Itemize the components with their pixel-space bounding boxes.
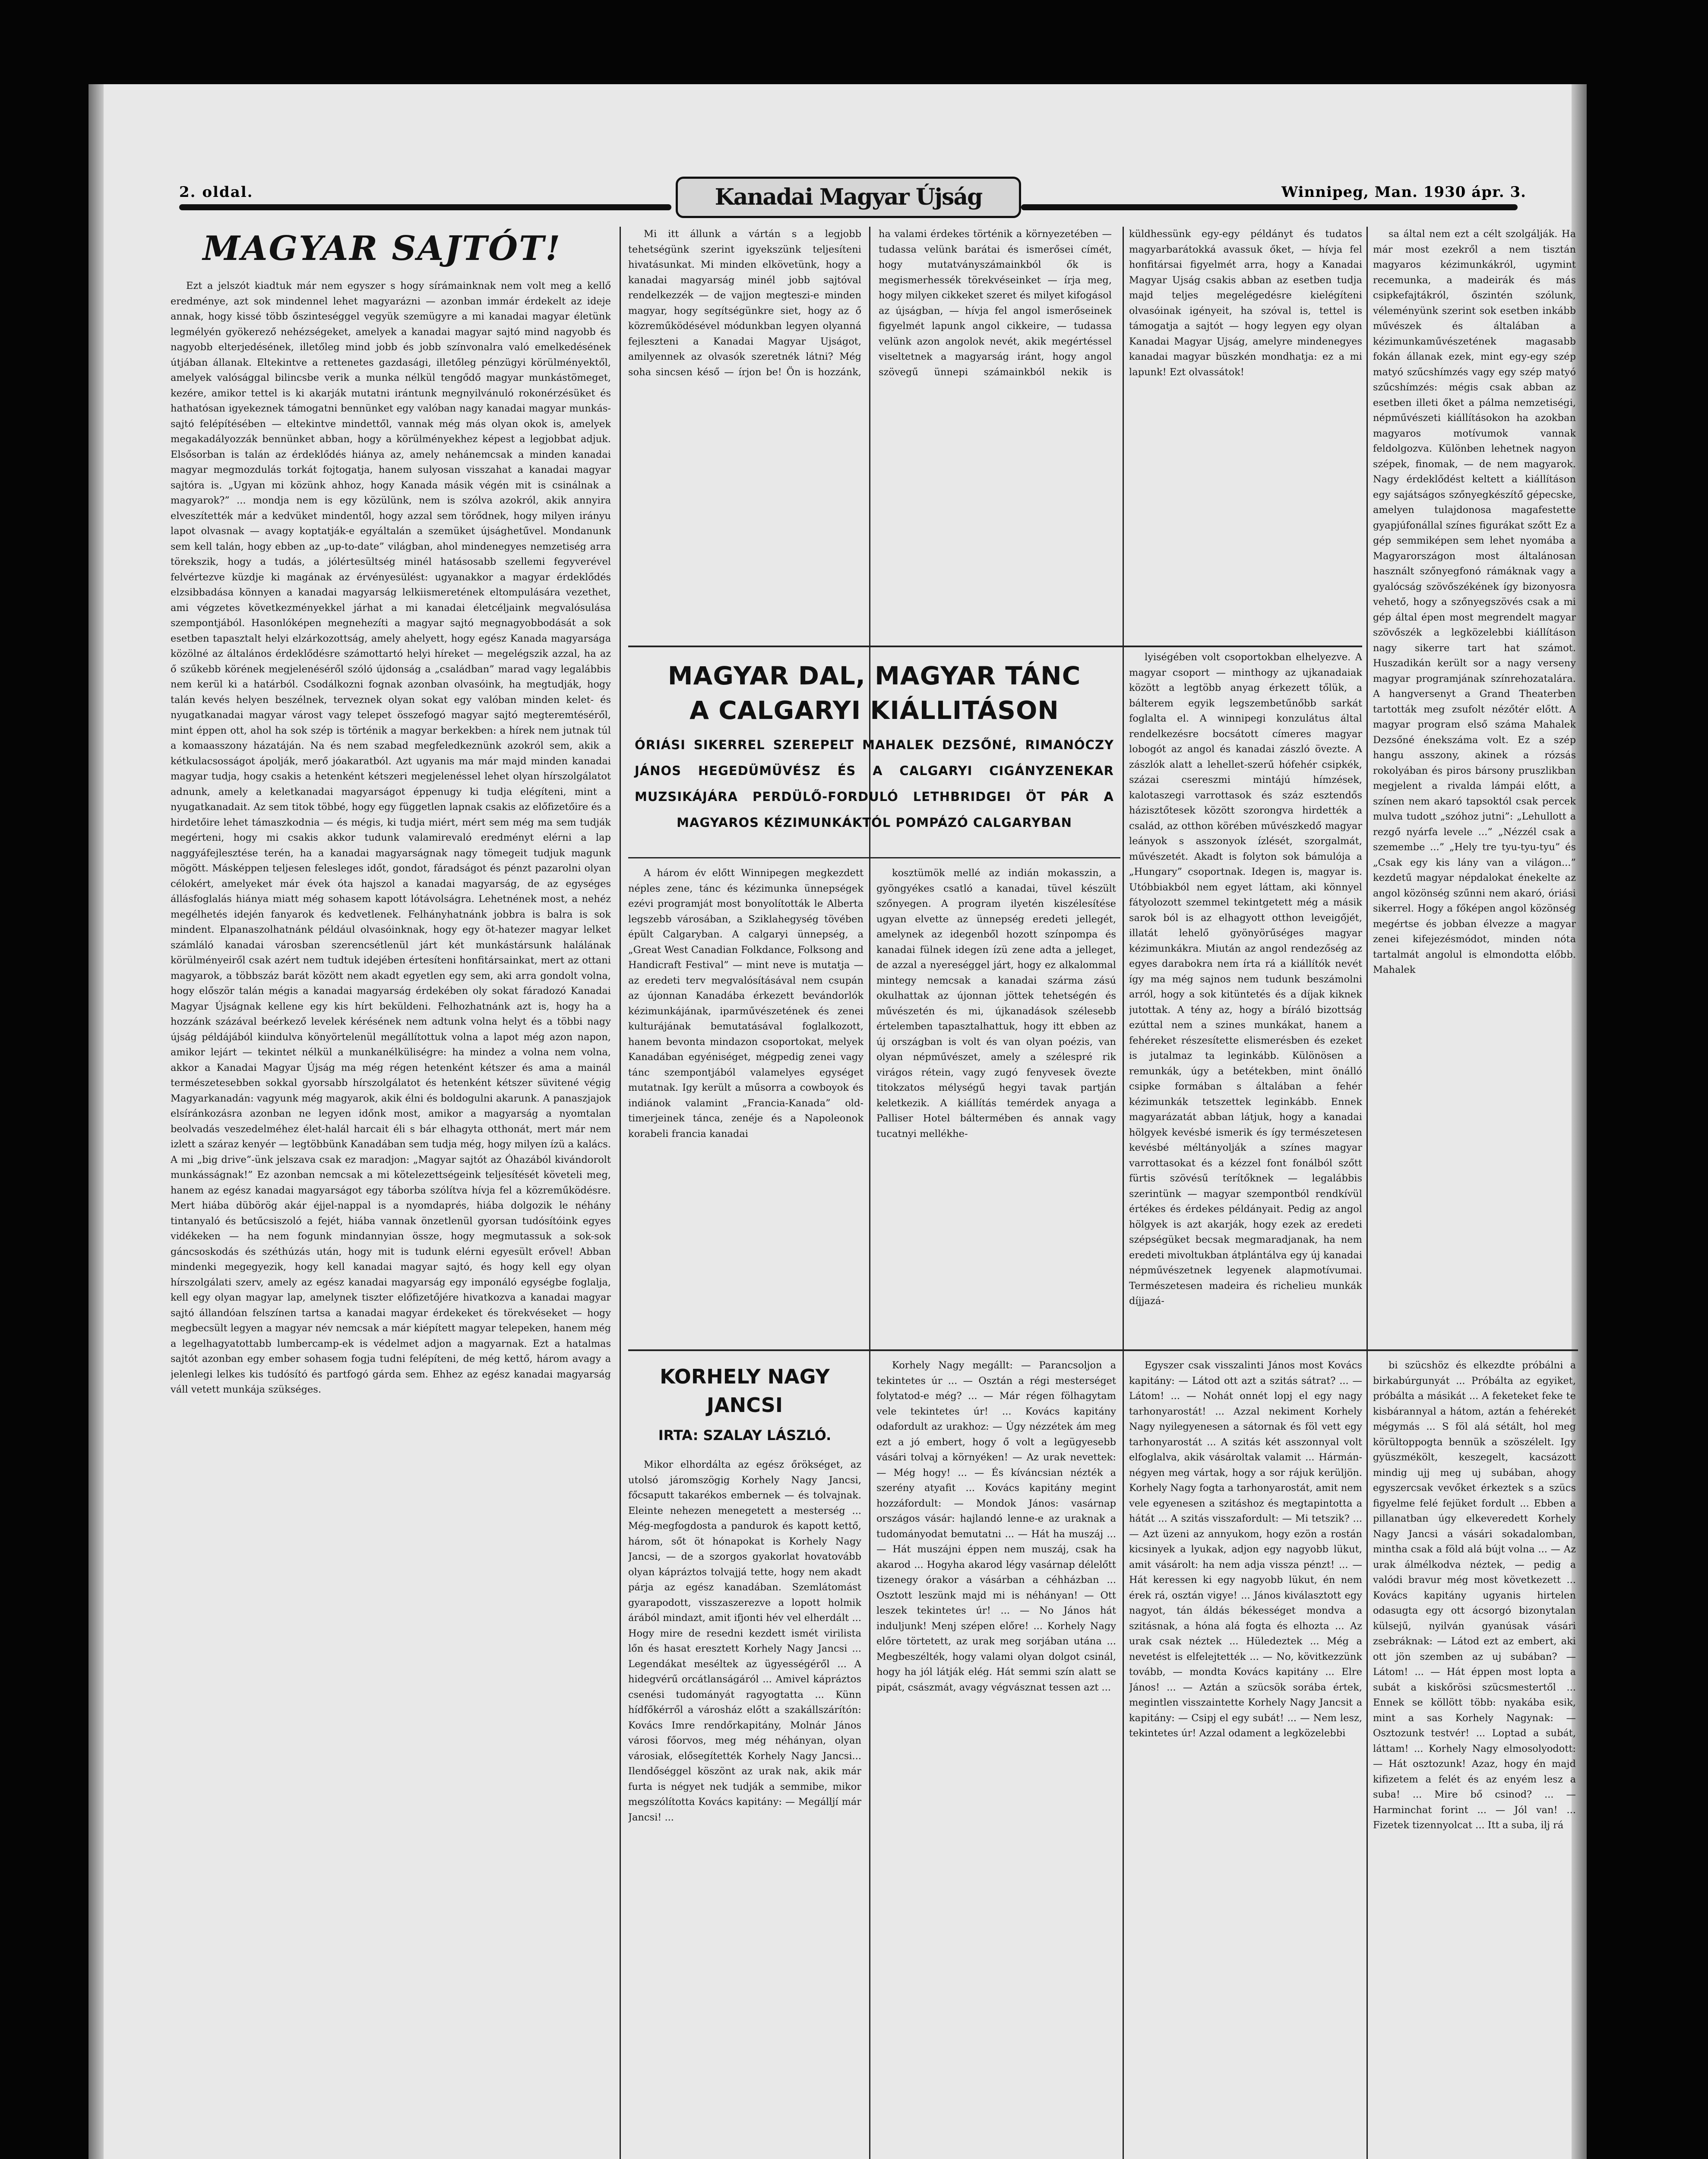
- story-body: [876, 1358, 1116, 2159]
- header-rule-right: [1021, 204, 1518, 210]
- column-rule: [620, 227, 621, 2159]
- article-body: [1129, 650, 1362, 1345]
- article-body: [1373, 227, 1576, 1345]
- headline-rule: [628, 857, 1120, 858]
- page-left-edge: [89, 84, 104, 2159]
- header-rule-left: [179, 204, 671, 210]
- article-paragraph: kosztümök mellé az indián mokasszin, a gyöngyékes csatló a kanadai, tüvel készült szőnyegen. A program ilyetén kiszélesítése ugyan elvette az ünnepség eredeti jellegét, amelynek az idegenből hozott színpompa és kanadai fülnek idegen ízü zene adta a jelleget, de azzal a nyereséggel járt, hogy ez alkalommal mintegy nemcsak a kanadai szárma zású okulhattak az újonnan jöttek tehetségén és művészetén és mi, újkanadások szélesebb értelemben tapasztalhattuk, hogy itt ebben az új országban is volt és van olyan poézis, van olyan népművészet, amely a szélespré rik virágos rétein, vagy zugó fenyvesek övezte titokzatos mélységű hegyi tavak partján keletkezik. A kiállítás temérdek anyaga a Palliser Hotel báltermében és annak vagy tucatnyi mellékhe-: [876, 867, 1116, 1140]
- date-line: Winnipeg, Man. 1930 ápr. 3.: [1281, 184, 1526, 201]
- article-paragraph: Mi itt állunk a vártán s a legjobb tehetségünk szerint igyekszünk teljesíteni hivatásunkat. Mi minden elkövetünk, hogy a kanadai magyarság minél jobb sajtóval rendelkezzék — de vajjon megteszi-e minden magyar, hogy segítségünkre siet, hogy az ő közreműködésével módunkban legyen olyanná fejleszteni a Kanadai Magyar Ujságot, amilyennek az olvasók szeretnék látni? Még soha sincsen késő — írjon be! Ön is hozzánk, ha valami érdekes történik a környezetében — tudassa velünk barátai és ismerősei címét, hogy mutatványszámainkból ők is megismerhessék törekvéseinket — írja meg, hogy milyen cikkeket szeret és milyet kifogásol az újságban, — hívja fel angol ismerőseinek figyelmét lapunk angol cikkeire, — tudassa velünk azon angolok nevét, akik megértéssel viseltetnek a magyarság iránt, hogy angol szövegű ünnepi számainkból nekik is küldhessünk egy-egy példányt és tudatos magyarbarátokká avassuk őket, — hívja fel honfitársai figyelmét arra, hogy a Kanadai Magyar Ujság csakis abban az esetben tudja majd teljes megelégedésre kielégíteni olvasóinak igényeit, ha szóval is, tettel is támogatja a sajtót — hogy legyen egy olyan Kanadai Magyar Ujság, amelyre mindenegyes kanadai magyar büszkén mondhatja: ez a mi lapunk! Ezt olvassátok!: [628, 228, 1362, 378]
- headline-line-1: MAGYAR DAL, MAGYAR TÁNC: [667, 661, 1081, 690]
- story-title-line-2: JANCSI: [706, 1393, 783, 1417]
- page-header: [89, 171, 1587, 222]
- story-body: [628, 1457, 861, 2159]
- story-paragraph: Mikor elhordálta az egész őrökséget, az utolsó járomszögig Korhely Nagy Jancsi, főcsaputt takarékos embernek — és tolvajnak. Eleinte nehezen menegetett a mesterség ... Még-megfogdosta a pandurok és kapott kettő, három, sőt öt hónapokat is Korhely Nagy Jancsi, — de a szorgos gyakorlat hovatovább olyan kápráztos tolvajjá tette, hogy nem akadt párja az egész kanadában. Szemlátomást gyarapodott, visszaszerezve a lopott holmik árából mindazt, amit ifjonti hév vel elherdált ... Hogy mire de resedni kezdett ismét virilista lőn és hasat eresztett Korhely Nagy Jancsi ... Legendákat meséltek az ügyességéről ... A hidegvérű orcátlanságáról ... Amivel kápráztos csenési tudományát ragyogtatta ... Künn hídfőkérről a városház előtt a szakállszárítón: Kovács Imre rendőrkapitány, Molnár János városi főorvos, meg még néhányan, olyan városiak, elősegítették Korhely Nagy Jancsi... Ilendőséggel köszönt az urak nak, akik már furta is négyet nek tudják a semmibe, mikor megszólította Kovács kapitány: — Megálljí már Jancsi! ...: [628, 1459, 861, 1823]
- headline-line-2: A CALGARYI KIÁLLITÁSON: [690, 696, 1059, 725]
- story-paragraph: bi szücshöz és elkezdte próbálni a birkabúrgunyát ... Próbálta az egyiket, próbálta a másikát ... A feketeket feke te kisbárannyal a hátom, aztán a fehérekét mégymás ... S föl alá sétált, hol meg körültoppogta bennük a szöszélelt. Igy gyüszmékölt, keszegelt, kacsázott mindig ujj meg uj subában, ahogy egyszercsak vevőket érkeztek s a szücs figyelme felé fejüket fordult ... Ebben a pillanatban úgy elkeveredett Korhely Nagy Jancsi a vásári sokadalomban, mintha csak a föld alá bújt volna ... — Az urak álmélkodva néztek, — pedig a valódi bravur még most következett ... Kovács kapitány ugyanis hirtelen odasugta egy ott ácsorgó bizonytalan külsejű, nyilván gyanúsak vásári zsebráknak: — Látod ezt az embert, aki ott jön szemben az uj subában? — Látom! ... — Hát éppen most lopta a subát a kiskőrösi szücsmestertől ... Ennek se köllött több: nyakába esik, mint a sas Korhely Nagynak: — Osztozunk testvér! ... Loptad a subát, láttam! ... Korhely Nagy elmosolyodott: — Hát osztozunk! Azaz, hogy én majd kifizetem a felét és az enyém lesz a suba! ... Mire bő csinod? ... — Harminchat forint ... — Jól van! ... Fizetek tizennyolcat ... Itt a suba, ilj rá: [1373, 1360, 1576, 1831]
- column-rule: [869, 1349, 870, 2159]
- page-number-label: 2. oldal.: [179, 184, 253, 201]
- newspaper-page: [89, 84, 1587, 2159]
- story-title-line-1: KORHELY NAGY: [660, 1365, 830, 1388]
- headline-subtitle: ÓRIÁSI SIKERREL SZEREPELT MAHALEK DEZSŐNÉ, RIMANÓCZY JÁNOS HEGEDÜMÜVÉSZ ÉS A CALGARYI CIGÁNYZENEKAR MUZSIKÁJÁRA PERDÜLŐ-FORDULÓ LETHBRIDGEI ÖT PÁR A MAGYAROS KÉZIMUNKÁKTÓL POMPÁZÓ CALGARYBAN: [635, 738, 1114, 830]
- article-paragraph: Ezt a jelszót kiadtuk már nem egyszer s hogy sírámainknak nem volt meg a kellő eredménye, azt sok mindennel lehet magyarázni — azonban immár érdekelt az ideje annak, hogy kissé több őszinteséggel vegyük szemügyre a mi kanadai magyar életünk legmélyén gyökerező nehézségeket, amelyek a kanadai magyar sajtó mind nagyobb és nagyobb elterjedésének, illetőleg mind jobb és jobb színvonalra való emelkedésének útjában állanak. Eltekintve a rettenetes gazdasági, illetőleg pénzügyi körülményektől, amelyek valósággal bilincsbe verik a munka nélkül tengődő magyar munkástömeget, kezére, amikor tettel is ki akarják mutatni irántunk megnyilvánuló rokonérzésüket és hathatósan igyekeznek támogatni bennünket egy valóban nagy kanadai magyar munkás-sajtó felépítésében — eltekintve mindettől, vannak még más olyan okok is, amelyek megakadályozzák bennünket abban, hogy a körülményekhez képest a legjobbat adjuk. Elsősorban is talán az érdeklődés hiánya az, amely nehánemcsak a minden kanadai magyar megmozdulás torkát fojtogatja, hanem sulyosan visszahat a kanadai magyar sajtóra is. „Ugyan mi közünk ahhoz, hogy Kanada másik végén mit is csinálnak a magyarok?” ... mondja nem is egy közülünk, nem is szólva azokról, akik annyira elveszítették már a kedvüket mindentől, hogy azzal sem törődnek, hogy milyen irányu lapot olvasnak — avagy koptatják-e egyáltalán a szemüket újsághetűvel. Mondanunk sem kell talán, hogy ebben az „up-to-date” világban, ahol mindenegyes nemzetiség arra törekszik, hogy a tudás, a jólértesültség minél hatásosabb szellemi fegyverével felvértezve küzdje ki magának az érvényesülést: ugyanakkor a magyar érdeklődés elzsibbadása könnyen a kanadai magyarság lelkiismeretének eltompulására vezethet, ami végzetes következményekkel járhat a mi kanadai életcéljaink megvalósulása szempontjából. Hasonlóképen megnehezíti a magyar sajtó megnagyobbodását a sok esetben tapasztalt helyi elzárkozottság, amely ahelyett, hogy egész Kanada magyarsága közölné az általános érdeklődésre számottartó helyi híreket — megelégszik azzal, ha az ő szűkebb körének megjelenéséről szóló újdonság a „családban” marad vagy legalábbis nem kerül ki a határból. Csodálkozni fognak azonban olvasóink, ha megtudják, hogy talán kevés helyen beszélnek, terveznek olyan sokat egy valóban minden kelet- és nyugatkanadai magyar várost vagy telepet összefogó magyar sajtó megteremtéséről, mint éppen ott, ahol ha sok szép is történik a magyar berkekben: a hírek nem jutnak túl a komaasszony házatáján. Na és nem szabad megfeledkeznünk azokról sem, akik a kétkulacsosságot ápolják, merő jóakaratból. Azt ugyanis ma már majd minden kanadai magyar tudja, hogy csakis a hetenként kétszeri megjelenéssel lehet olyan hírszolgálatot adnunk, amely a keletkanadai magyarságot éppenugy ki tudja elégíteni, mint a nyugatkanadait. Az sem titok többé, hogy egy független lapnak csakis az előfizetőire és a hirdetőire lehet támaszkodnia — és mégis, ki tudja miért, mért sem még ma sem tudják megérteni, hogy mi csakis akkor tudunk valamirevaló eredményt elérni a lap naggyáfejlesztése terén, ha a kanadai magyarságnak nagy tömegeit tudjuk magunk mögött. Másképpen teljesen felesleges időt, gondot, fáradságot és pénzt pazarolni olyan célokért, amelyeket már évek óta hajszol a kanadai magyarság, de az egységes állásfoglalás hiánya miatt még sohasem kapott lótávolságra. Lehetnének most, a nehéz megélhetés idején fanyarok és kedvetlenek. Felhányhatnánk jobbra is balra is sok mindent. Elpanaszolhatnánk például olvasóinknak, hogy egy öt-hatezer magyar lelket számláló kanadai városban szerencsétlenül járt két munkástársunk halálának körülményeiről csak azért nem tudtuk idejében értesíteni honfitársainkat, mert az ottani magyarok, a többszáz barát között nem akadt egyetlen egy sem, aki arra gondolt volna, hogy először talán mégis a kanadai magyarság érdekében oly sokat fáradozó Kanadai Magyar Újságnak kellene egy kis hírt beküldeni. Felhozhatnánk azt is, hogy ha a hozzánk százával beérkező levelek kérésének nem adtunk volna helyt és a többi nagy újság példájából kiindulva könyörtelenül megállítottuk volna a lapot még azon napon, amikor lejárt — tekintet nélkül a munkanélküliségre: ha mindez a volna nem volna, akkor a Kanadai Magyar Újság ma még régen hetenként kétszer és ama a mainál természetesebben sokkal gyorsabb hírszolgálatot és hetenként kétszer süvitené végig Magyarkanadán: vagyunk még magyarok, akik élni és boldogulni akarunk. A panaszjajok elsíránkozásra azonban ne legyen időnk most, amikor a magyarság a nyomtalan beolvadás veszedelméhez élet-halál harcait éli s bár elhagyta otthonát, mert már nem izlett a száraz kenyér — legtöbbünk Kanadában sem tudja még, hogy milyen ízü a kalács. A mi „big drive”-ünk jelszava csak ez maradjon: „Magyar sajtót az Óhazából kivándorolt munkásságnak!” Ez azonban nemcsak a mi kötelezettségeink teljesítését követeli meg, hanem az egész kanadai magyarságot egy táborba szólítva hívja fel a közreműködésre. Mert hiába dübörög akár éjjel-nappal is a nyomdaprés, hiába dolgozik le néhány tintanyaló és betűcsiszoló a fejét, hiába vannak önzetlenül gyorsan tudósítóink egyes vidékeken — ha nem fogunk mindannyian össze, hogy megmutassuk a sok-sok gáncsoskodás és széthúzás után, hogy mit is tudunk elérni egyesült erővel! Abban mindenki megegyezik, hogy kell kanadai magyar sajtó, és hogy kell egy olyan hírszolgálati szerv, amely az egész kanadai magyarság egy imponáló egységbe foglalja, kell egy olyan magyar lap, amelynek tiszter előfizetőjére hivatkozva a kanadai magyar sajtó állandóan felszínen tartsa a kanadai magyar érdekeket és törekvéseket — hogy megbecsült legyen a magyar név nemcsak a már kiépített magyar telepeken, hanem még a legelhagyatottabb lumbercamp-ek is védelmet adjon a magyarnak. Ezt a hatalmas sajtót azonban egy ember sohasem fogja tudni felépíteni, de még kettő, három avagy a jelenlegi lelkes kis tudósító és partfogó gárda sem. Ehhez az egész kanadai magyarság váll vetett munkája szükséges.: [171, 280, 611, 1395]
- article-paragraph: A három év előtt Winnipegen megkezdett néples zene, tánc és kézimunka ünnepségek ezévi programját most bonyolították le Alberta legszebb városában, a Sziklahegység tövében épült Calgaryban. A calgaryi ünnepség, a „Great West Canadian Folkdance, Folksong and Handicraft Festival” — mint neve is mutatja — az eredeti terv megvalósításával nem csupán az újonnan Kanadába érkezett bevándorlók kézimunkájának, iparművészetének és zenei kulturájának bemutatásával foglalkozott, hanem bevonta mindazon csoportokat, melyek Kanadában egyéniséget, mégpedig zenei vagy tánc szempontjából valamelyes egységet mutatnak. Igy került a műsorra a cowboyok és indiánok valamint „Francia-Kanada” old-timerjeinek tánca, zenéje és a Napoleonok korabeli francia kanadai: [628, 867, 863, 1140]
- story-byline: IRTA: SZALAY LÁSZLÓ.: [658, 1427, 832, 1444]
- article-body-continued: [628, 227, 1362, 641]
- article-body: [876, 866, 1116, 1345]
- story-paragraph: Korhely Nagy megállt: — Parancsoljon a tekintetes úr ... — Osztán a régi mesterséget folytatod-e még? ... — Már régen fölhagytam vele tekintetes úr! ... Kovács kapitány odafordult az urakhoz: — Úgy nézzétek ám meg ezt a jó embert, hogy ő volt a legügyesebb vásári tolvaj a környéken! — Az urak nevettek: — Még hogy! ... — És kíváncsian nézték a szerény atyafit ... Kovács kapitány megint hozzáfordult: — Mondok János: vasárnap országos vásár: hajlandó lenne-e az uraknak a tudományodat bemutatni ... — Hát ha muszáj ... — Hát muszájni éppen nem muszáj, csak ha akarod ... Hogyha akarod légy vasárnap délelőtt tizenegy órakor a vásárban a céhházban ... Osztott leszünk majd mi is néhányan! — Ott leszek tekintetes úr! ... — No János hát induljunk! Menj szépen előre! ... Korhely Nagy előre törtetett, az urak meg sorjában utána ... Megbeszélték, hogy valami olyan dolgot csinál, hogy ha jól látják elég. Hát semmi szín alatt se pipát, császmát, avagy végvásznat tessen azt ...: [876, 1360, 1116, 1693]
- story-body: [1373, 1358, 1576, 2159]
- masthead-logo: Kanadai Magyar Újság: [676, 177, 1021, 218]
- section-divider: [628, 646, 1362, 647]
- article-body: [171, 279, 611, 2159]
- article-paragraph: sa által nem ezt a célt szolgálják. Ha már most ezekről a nem tisztán magyaros kézimunkákról, ugymint recemunka, a madeirák és más csipkefajtákról, őszintén szólunk, véleményünk szerint sok esetben inkább művészek és általában a kézimunkaművészetének magasabb fokán állanak ezek, mint egy-egy szép matyó szűcshímzés vagy egy szép matyó szűcshímzés: mégis csak abban az esetben illeti őket a pálma nemzetiségi, népművészeti kiállításokon ha azokban magyaros motívumok vannak feldolgozva. Különben lehetnek nagyon szépek, finomak, — de nem magyarok. Nagy érdeklődést keltett a kiállításon egy sajátságos szőnyegkészítő gépecske, amelyen tulajdonosa magafestette gyapjúfonállal színes figurákat szőtt Ez a gép semmiképen sem lehet nyomába a Magyarországon most általánosan használt szőnyegfonó rámáknak vagy a gyalócság szövőszékének így bizonyosra vehető, hogy a szőnyegszövés csak a mi gép által épen most megrendelt magyar szövőszék a legközelebbi kiállításon nagy sikerre tart hat számot. Huszadikán került sor a nagy verseny magyar programjának színrehozatalára. A hangversenyt a Grand Theaterben tartották meg zsufolt nézőtér előtt. A magyar program első száma Mahalek Dezsőné énekszáma volt. Ez a szép hangu asszony, akinek a rózsás rokolyában és piros bársony pruszlikban megjelent a rivalda lámpái előtt, a színen nem akaró tapsoktól csak percek mulva tudott „szóhoz jutni”: „Lehullott a rezgő nyárfa levele ...” „Nézzél csak a szemembe ...” „Hely tre tyu-tyu-tyu” és „Csak egy kis lány van a világon...” kezdetű magyar népdalokat énekelte az angol közönség szűnni nem akaró, óriási sikerrel. Hogy a főképen angol közönség megértse és jobban élvezze a magyar zenei kifejezésmódot, minden nóta tartalmát angolul is elmondotta előbb. Mahalek: [1373, 228, 1576, 975]
- article-title: MAGYAR SAJTÓT!: [202, 229, 562, 268]
- section-divider: [628, 1349, 1578, 1351]
- story-paragraph: Egyszer csak visszalinti János most Kovács kapitány: — Látod ott azt a szitás sátrat? ... — Látom! ... — Nohát onnét lopj el egy nagy tarhonyarostát! ... Azzal nekiment Korhely Nagy nyilegyenesen a sátornak és föl vett egy tarhonyarostát ... A szitás két asszonnyal volt elfoglalva, akik vásároltak valamit ... Hármán-négyen meg vártak, hogy a sor rájuk kerüljön. Korhely Nagy fogta a tarhonyarostát, amit nem vele egyenesen a szitáshoz és megtapintotta a hátát ... A szitás visszafordult: — Mi tetszik? ... — Azt üzeni az annyukom, hogy ezön a rostán kicsinyek a lyukak, adjon egy nagyobb lükut, amit vásárolt: ha nem adja vissza pénzt! ... — Hát keressen ki egy nagyobb lükut, én nem érek rá, osztán vigye! ... János kiválasztott egy nagyot, tán áldás békességet mondva a szitásnak, a hóna alá fogta és elhozta ... Az urak csak néztek ... Hüledeztek ... Még a nevetést is elfelejtették ... — No, kövitkezzünk tovább, — mondta Kovács kapitány ... Elre János! ... — Aztán a szücsök sorába értek, megintlen visszaintette Korhely Nagy Jancsit a kapitány: — Csipj el egy subát! ... — Nem lesz, tekintetes úr! Azzal odament a legközelebbi: [1129, 1360, 1362, 1739]
- column-rule: [1366, 227, 1368, 2159]
- article-body: [628, 866, 863, 1345]
- article-paragraph: lyiségében volt csoportokban elhelyezve. A magyar csoport — minthogy az ujkanadaiak között a legtöbb anyag érkezett tőlük, a bálterem egyik legszembetűnőbb sarkát foglalta el. A winnipegi konzulátus által rendelkezésre bocsátott címeres magyar lobogót az angol és kanadai zászló övezte. A zászlók alatt a lehellet-szerű hófehér csipkék, százai csereszmi mintájú hímzések, kalotaszegi varrottasok és száz esztendős házisztőtesek között szorongva hirdették a család, az otthon körében művészkedő magyar leányok s asszonyok ízlését, szorgalmát, művészetét. Akadt is folyton sok bámulója a „Hungary” csoportnak. Idegen is, magyar is. Utóbbiakból nem egyet láttam, aki könnyel fátyolozott szemmel tekintgetett még a másik sarok ból is az elhagyott otthon leveigőjét, illatát lehelő gyönyörűséges magyar kézimunkákra. Miután az angol rendezőség az egyes darabokra nem írta rá a kiállítók nevét így ma még sajnos nem tudunk beszámolni arról, hogy a sok kitüntetés és a díjak kiknek jutottak. A tény az, hogy a bíráló bizottság ezúttal nem a szines munkákat, hanem a fehéreket részesítette elismerésben és ezeket is jutalmaz ta leginkább. Különösen a remunkák, úgy a betétekben, mint önálló csipke formában s általában a fehér kézimunkák tetszettek leginkább. Ennek magyarázatát abban látjuk, hogy a kanadai hölgyek kevésbé ismerik és így természetesen kevésbé méltányolják a színes magyar varrottasokat és a kézzel font fonálból szőtt fürtis szövésű terítőknek — legalábbis szerintünk — magyar szempontból rendkívül értékes és érdekes példányait. Pedig az angol hölgyek is azt akarják, hogy ezek az eredeti szépségüket becsak megmaradjanak, ha nem eredeti mivoltukban átplántálva egy új kanadai népművészetnek legyenek alapmotívumai. Természetesen madeira és richelieu munkák díjjazá-: [1129, 652, 1362, 1307]
- story-body: [1129, 1358, 1362, 2159]
